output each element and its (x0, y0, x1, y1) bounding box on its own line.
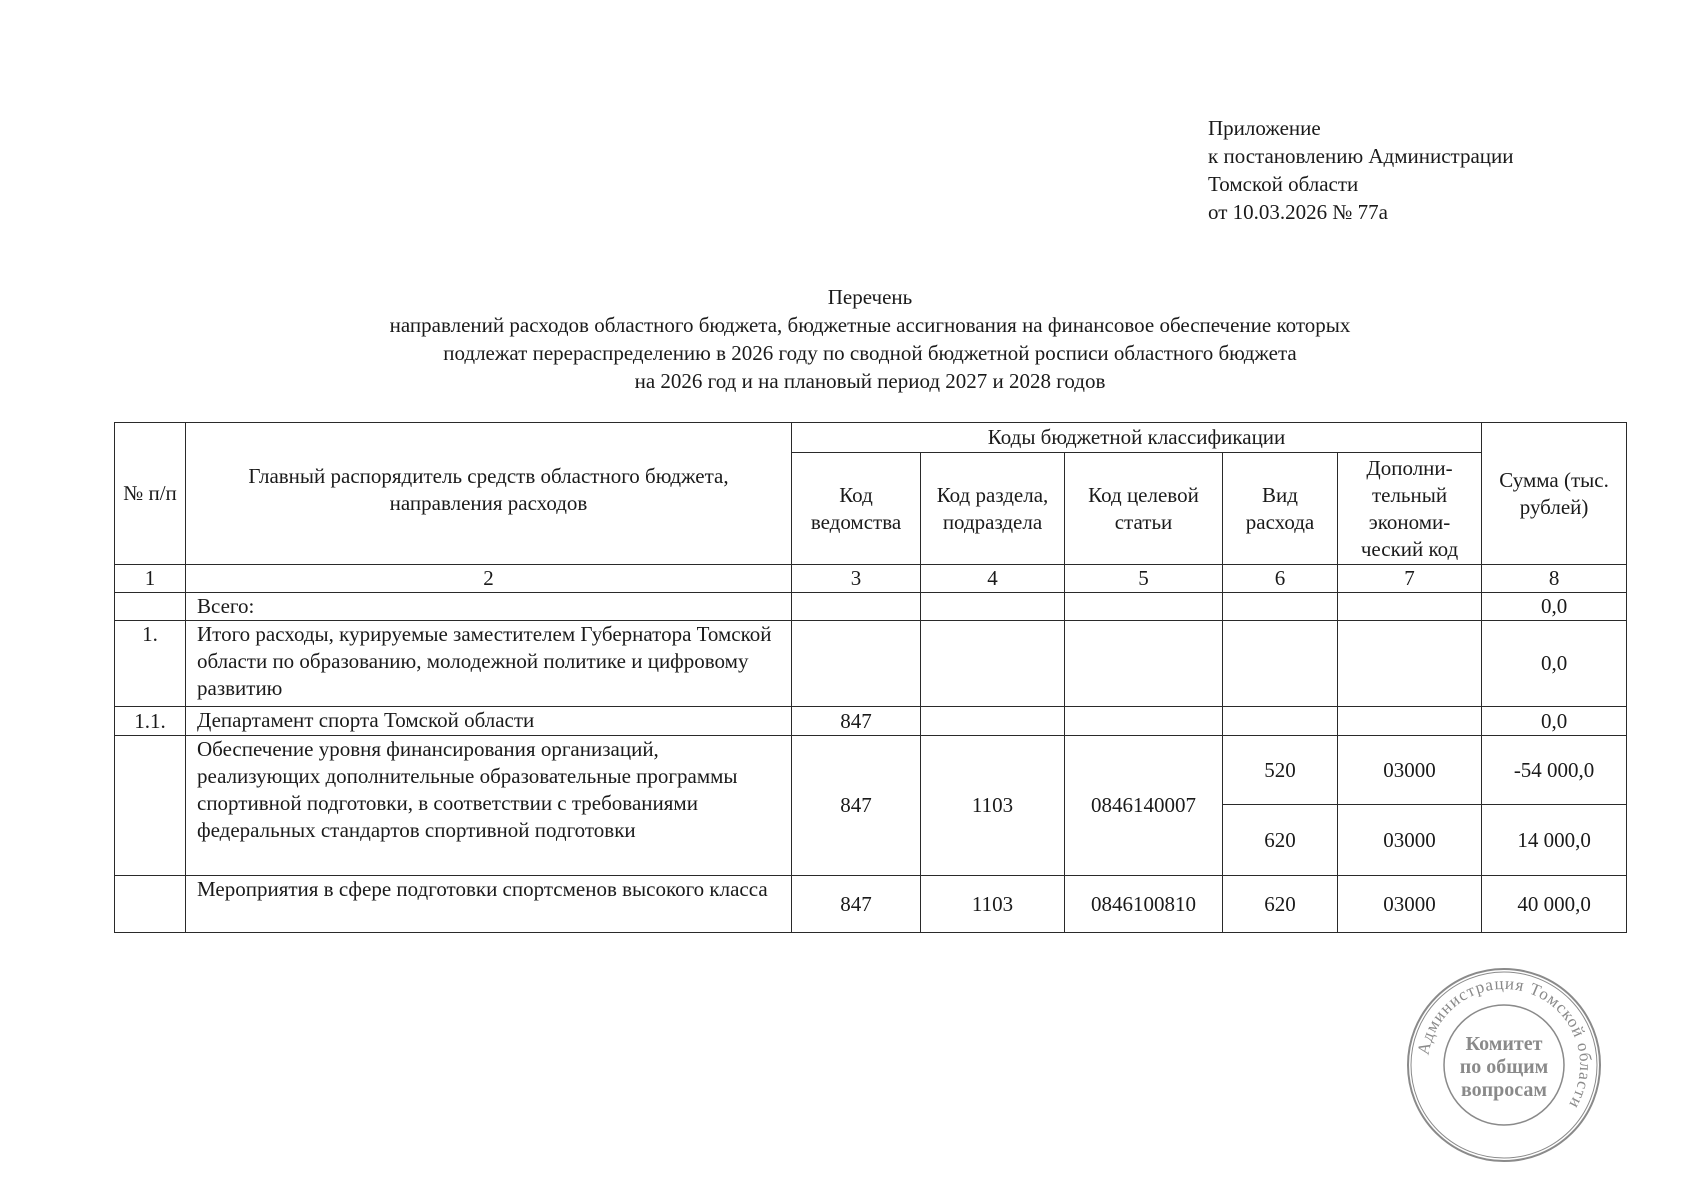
header-econ-code: Дополни-тельный экономи-ческий код (1338, 453, 1482, 565)
header-name: Главный распорядитель средств областного бюджета, направления расходов (186, 423, 792, 565)
row-sum: 0,0 (1482, 707, 1627, 736)
row-dept-code: 847 (792, 876, 921, 933)
appendix-resolution: к постановлению Администрации (1208, 144, 1514, 168)
row-expense-type: 620 (1223, 876, 1338, 933)
row-name: Мероприятия в сфере подготовки спортсменов высокого класса (186, 876, 792, 933)
table-row-a (115, 736, 1627, 805)
row-number: 1.1. (115, 707, 186, 736)
heading-line-2: направлений расходов областного бюджета, бюджетные ассигнования на финансовое обеспечение которых (389, 313, 1351, 337)
stamp-line-1: Комитет (1465, 1033, 1543, 1055)
header-dept-code: Код ведомства (792, 453, 921, 565)
row-section-code: 1103 (921, 736, 1065, 876)
official-stamp (1404, 965, 1604, 1165)
row-econ-code: 03000 (1338, 805, 1482, 876)
col-number: 5 (1065, 565, 1223, 593)
table-row-b (115, 876, 1627, 933)
document-heading (0, 283, 1698, 395)
row-name: Обеспечение уровня финансирования организаций, реализующих дополнительные образовательные программы спортивной подготовки, в соответствии с требованиями федеральных стандартов спортивной подготовки (186, 736, 792, 876)
col-number: 8 (1482, 565, 1627, 593)
heading-line-4: на 2026 год и на плановый период 2027 и 2028 годов (634, 369, 1106, 393)
row-expense-type: 620 (1223, 805, 1338, 876)
col-number: 7 (1338, 565, 1482, 593)
row-section-code: 1103 (921, 876, 1065, 933)
row-number: 1. (115, 621, 186, 707)
row-econ-code: 03000 (1338, 736, 1482, 805)
header-target-code: Код целевой статьи (1065, 453, 1223, 565)
header-num: № п/п (115, 423, 186, 565)
appendix-title: Приложение (1208, 116, 1321, 140)
stamp-line-3: вопросам (1460, 1079, 1548, 1101)
row-sum: 0,0 (1482, 621, 1627, 707)
row-econ-code: 03000 (1338, 876, 1482, 933)
header-expense-type: Вид расхода (1223, 453, 1338, 565)
budget-table (114, 422, 1627, 933)
col-number: 2 (186, 565, 792, 593)
table-row-total (115, 593, 1627, 621)
col-number: 6 (1223, 565, 1338, 593)
header-codes-group: Коды бюджетной классификации (792, 423, 1482, 453)
total-label: Всего: (186, 593, 792, 621)
heading-title: Перечень (827, 285, 913, 309)
total-sum: 0,0 (1482, 593, 1627, 621)
stamp-line-2: по общим (1459, 1056, 1549, 1078)
header-section-code: Код раздела, подраздела (921, 453, 1065, 565)
row-sum: 40 000,0 (1482, 876, 1627, 933)
row-dept-code: 847 (792, 736, 921, 876)
header-sum: Сумма (тыс. рублей) (1482, 423, 1627, 565)
row-target-code: 0846140007 (1065, 736, 1223, 876)
row-expense-type: 520 (1223, 736, 1338, 805)
col-number: 4 (921, 565, 1065, 593)
row-name: Департамент спорта Томской области (186, 707, 792, 736)
table-row-1-1 (115, 707, 1627, 736)
table-row-1 (115, 621, 1627, 707)
stamp-outer-text: Администрация Томской области (1413, 973, 1596, 1113)
column-numbers-row (115, 565, 1627, 593)
row-sum: -54 000,0 (1482, 736, 1627, 805)
row-target-code: 0846100810 (1065, 876, 1223, 933)
appendix-block (1208, 114, 1514, 226)
row-sum: 14 000,0 (1482, 805, 1627, 876)
col-number: 1 (115, 565, 186, 593)
appendix-date-number: от 10.03.2026 № 77а (1208, 200, 1389, 224)
appendix-region: Томской области (1208, 172, 1359, 196)
row-dept-code: 847 (792, 707, 921, 736)
row-name: Итого расходы, курируемые заместителем Губернатора Томской области по образованию, молодежной политике и цифровому развитию (186, 621, 792, 707)
col-number: 3 (792, 565, 921, 593)
heading-line-3: подлежат перераспределению в 2026 году по сводной бюджетной росписи областного бюджета (443, 341, 1297, 365)
